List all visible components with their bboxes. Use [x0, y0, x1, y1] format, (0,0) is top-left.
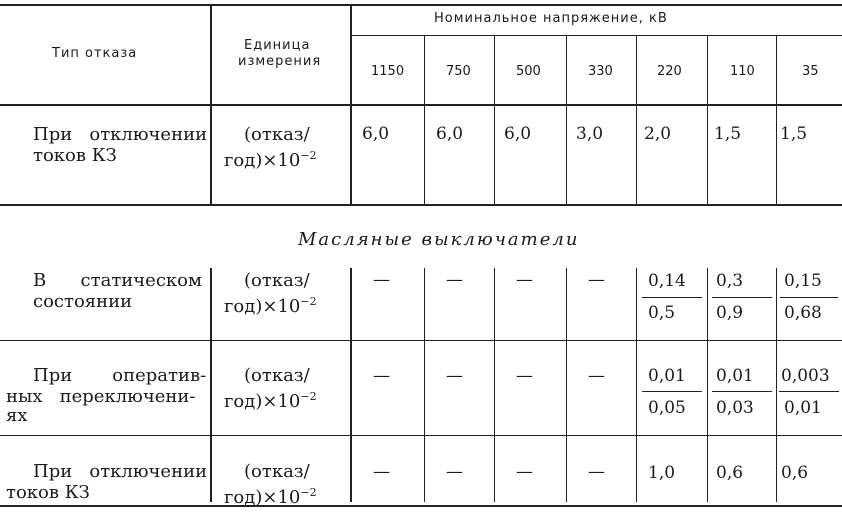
fault-type-text: токов КЗ — [33, 145, 117, 166]
cell-divider — [636, 104, 637, 204]
column-header-unit-line2: измерения — [238, 54, 322, 69]
fraction-denominator: 0,5 — [648, 303, 676, 323]
table-cell-value: 6,0 — [436, 124, 464, 144]
fault-type-text: При оператив- — [33, 365, 207, 386]
fault-type-text: ях — [6, 405, 28, 426]
unit-text: (отказ/ — [244, 365, 310, 386]
table-top-border — [0, 4, 842, 6]
cell-divider — [210, 268, 212, 502]
fraction-bar — [712, 391, 772, 392]
table-cell-value: 1,5 — [714, 124, 742, 144]
dash-cell: — — [516, 462, 533, 482]
table-cell-value: 0,6 — [716, 463, 744, 483]
fraction-denominator: 0,9 — [716, 303, 744, 323]
column-header-fault-type: Тип отказа — [52, 46, 138, 61]
column-header-voltage: Номинальное напряжение, кВ — [434, 11, 668, 26]
unit-text: $год)\times 10^{-2}$ — [224, 295, 317, 317]
row-border — [0, 435, 842, 436]
fraction-denominator: 0,01 — [784, 398, 822, 418]
fraction-numerator: 0,15 — [784, 271, 822, 291]
fraction-numerator: 0,14 — [648, 271, 686, 291]
unit-text: (отказ/ — [244, 461, 310, 482]
fraction-numerator: 0,003 — [781, 366, 830, 386]
fraction-numerator: 0,01 — [716, 366, 754, 386]
unit-text: $год)\times 10^{-2}$ — [224, 149, 317, 171]
fault-type-text: При отключении — [33, 124, 208, 145]
section-title: Масляные выключатели — [298, 229, 580, 250]
dash-cell: — — [516, 270, 533, 290]
cell-divider — [424, 268, 425, 502]
fault-type-text: ных переключени- — [6, 386, 196, 407]
fault-type-text: При отключении — [33, 461, 208, 482]
cell-divider — [707, 104, 708, 204]
header-divider — [776, 35, 777, 104]
header-divider — [424, 35, 425, 104]
fraction-denominator: 0,68 — [784, 303, 822, 323]
cell-divider — [350, 268, 352, 502]
cell-divider — [776, 104, 777, 204]
table-cell-value: 6,0 — [362, 124, 390, 144]
cell-divider — [566, 268, 567, 502]
fraction-bar — [780, 297, 838, 298]
header-bottom-border — [0, 104, 842, 106]
fraction-denominator: 0,05 — [648, 398, 686, 418]
fraction-bar — [642, 391, 702, 392]
dash-cell: — — [373, 366, 390, 386]
row-border — [0, 204, 842, 206]
unit-text: $год)\times 10^{-2}$ — [224, 390, 317, 412]
unit-text: (отказ/ — [244, 270, 310, 291]
header-divider — [210, 4, 212, 104]
header-divider — [494, 35, 495, 104]
fraction-numerator: 0,01 — [648, 366, 686, 386]
table-cell-value: 1,0 — [648, 463, 676, 483]
column-header-unit-line1: Единица — [244, 38, 311, 53]
table-cell-value: 6,0 — [504, 124, 532, 144]
dash-cell: — — [588, 366, 605, 386]
dash-cell: — — [373, 270, 390, 290]
voltage-label: 330 — [588, 64, 613, 79]
unit-text: (отказ/ — [244, 124, 310, 145]
header-divider — [350, 4, 352, 104]
cell-divider — [494, 268, 495, 502]
voltage-label: 35 — [802, 64, 819, 79]
cell-divider — [707, 268, 708, 502]
row-border — [0, 340, 842, 341]
dash-cell: — — [516, 366, 533, 386]
cell-divider — [424, 104, 425, 204]
dash-cell: — — [446, 462, 463, 482]
voltage-label: 110 — [730, 64, 755, 79]
fraction-denominator: 0,03 — [716, 398, 754, 418]
dash-cell: — — [446, 366, 463, 386]
cell-divider — [776, 268, 777, 502]
cell-divider — [350, 104, 352, 204]
fraction-numerator: 0,3 — [716, 271, 744, 291]
header-divider — [566, 35, 567, 104]
table-bottom-border — [0, 505, 842, 507]
fault-type-text: токов КЗ — [6, 482, 90, 503]
voltage-label: 500 — [516, 64, 541, 79]
header-divider — [707, 35, 708, 104]
cell-divider — [494, 104, 495, 204]
fraction-bar — [642, 297, 702, 298]
fraction-bar — [712, 297, 772, 298]
voltage-label: 1150 — [371, 64, 405, 79]
dash-cell: — — [373, 462, 390, 482]
table-cell-value: 3,0 — [576, 124, 604, 144]
voltage-label: 220 — [657, 64, 682, 79]
fault-type-text: состоянии — [33, 291, 133, 312]
fault-type-text: В статическом — [33, 270, 203, 291]
unit-text: $год)\times 10^{-2}$ — [224, 486, 317, 508]
header-divider — [636, 35, 637, 104]
cell-divider — [636, 268, 637, 502]
voltage-label: 750 — [446, 64, 471, 79]
table-cell-value: 0,6 — [781, 463, 809, 483]
cell-divider — [566, 104, 567, 204]
fraction-bar — [779, 391, 839, 392]
cell-divider — [210, 104, 212, 204]
dash-cell: — — [446, 270, 463, 290]
table-cell-value: 1,5 — [780, 124, 808, 144]
table-cell-value: 2,0 — [644, 124, 672, 144]
dash-cell: — — [588, 270, 605, 290]
dash-cell: — — [588, 462, 605, 482]
